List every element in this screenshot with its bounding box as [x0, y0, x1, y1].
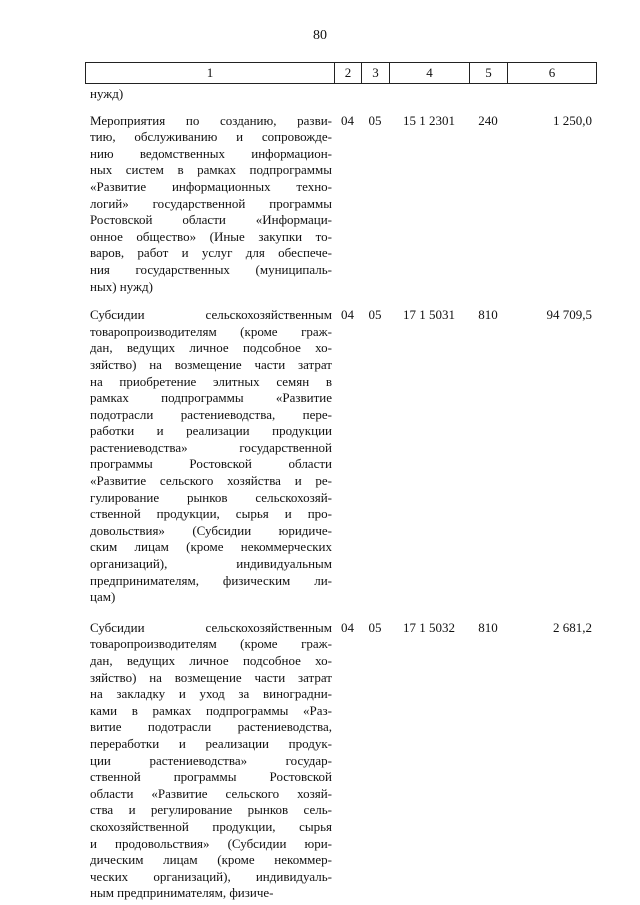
row-description — [85, 620, 334, 902]
description-line: нию ведомственных информацион- — [90, 145, 332, 161]
row-csr: 17 1 5031 — [403, 307, 455, 323]
description-line: варов, работ и услуг для обеспече- — [90, 245, 332, 261]
description-line: онное общество» (Иные закупки то- — [90, 228, 332, 244]
row-vr: 810 — [478, 307, 498, 323]
header-col-1: 1 — [86, 63, 335, 83]
row-vr: 240 — [478, 112, 498, 128]
description-line: товаропроизводителям (кроме граж- — [90, 636, 332, 652]
description-line: ческих организаций), индивидуаль- — [90, 868, 332, 884]
description-line: ным предпринимателям, физиче- — [90, 885, 274, 901]
description-line: ции растениеводства» государ- — [90, 752, 332, 768]
description-line: товаропроизводителям (кроме граж- — [90, 323, 332, 339]
row-description — [85, 307, 334, 606]
header-col-2: 2 — [335, 63, 362, 83]
description-line: довольствия» (Субсидии юридиче- — [90, 522, 332, 538]
description-line: цам) — [90, 589, 116, 605]
table-row — [85, 113, 597, 296]
description-line: Субсидии сельскохозяйственным — [90, 619, 332, 635]
description-line: организаций), индивидуальным — [90, 556, 332, 572]
description-line: ками в рамках подпрограммы «Раз- — [90, 702, 332, 718]
row-description — [85, 113, 334, 296]
description-line: растениеводства» государственной — [90, 439, 332, 455]
description-line: Мероприятия по созданию, разви- — [90, 112, 332, 128]
table-row — [85, 307, 597, 606]
header-col-4: 4 — [390, 63, 470, 83]
description-line: ства и регулирование рынков сель- — [90, 802, 332, 818]
description-line: дан, ведущих личное подсобное хо- — [90, 653, 332, 668]
header-col-6: 6 — [548, 65, 556, 80]
continuation-row — [85, 86, 597, 103]
description-line: ственной продукции, сырья и про- — [90, 506, 332, 522]
header-col-3: 3 — [362, 63, 390, 83]
continuation-text: нужд) — [90, 86, 124, 101]
description-line: гулирование рынков сельскохозяй- — [90, 489, 332, 505]
description-line: тию, обслуживанию и сопровожде- — [90, 129, 332, 145]
description-line: дическим лицам (кроме некоммер- — [90, 852, 332, 868]
row-pr: 05 — [368, 112, 382, 128]
description-line: дан, ведущих личное подсобное хо- — [90, 340, 332, 356]
description-line: Ростовской области «Информаци- — [90, 212, 332, 228]
description-line: программы Ростовской области — [90, 456, 332, 472]
description-line: витие подотрасли растениеводства, — [90, 719, 332, 735]
description-line: ния государственных (муниципаль- — [90, 261, 332, 277]
header-col-5: 5 — [470, 63, 508, 83]
row-pr: 05 — [368, 619, 382, 635]
description-line: ных систем в рамках подпрограммы — [90, 162, 332, 178]
row-pr: 05 — [368, 307, 382, 323]
description-line: подотрасли растениеводства, пере- — [90, 406, 332, 422]
row-rz: 04 — [341, 619, 354, 635]
row-rz: 04 — [341, 112, 354, 128]
description-line: предпринимателям, физическим ли- — [90, 572, 332, 588]
page-number: 80 — [313, 28, 327, 43]
description-line: на закладку и уход за виноградни- — [90, 686, 332, 702]
description-line: ственной программы Ростовской — [90, 769, 332, 785]
description-line: зяйство) на возмещение части затрат — [90, 356, 332, 372]
data-rows — [85, 113, 597, 902]
row-amount: 2 681,2 — [553, 619, 592, 635]
description-line: Субсидии сельскохозяйственным — [90, 307, 332, 323]
description-line: «Развитие сельского хозяйства и ре- — [90, 473, 332, 489]
description-line: логий» государственной программы — [90, 195, 332, 211]
row-csr: 15 1 2301 — [403, 112, 455, 128]
description-line: и продовольствия» (Субсидии юри- — [90, 835, 332, 851]
description-line: скохозяйственной продукции, сырья — [90, 818, 332, 834]
row-rz: 04 — [341, 307, 354, 323]
description-line: переработки и реализации продук- — [90, 735, 332, 751]
row-csr: 17 1 5032 — [403, 619, 455, 635]
row-vr: 810 — [478, 619, 498, 635]
description-line: ных) нужд) — [90, 278, 153, 294]
description-line: «Развитие информационных техно- — [90, 178, 332, 194]
row-amount: 1 250,0 — [553, 112, 592, 128]
table-header — [85, 62, 597, 84]
description-line: зяйство) на возмещение части затрат — [90, 669, 332, 685]
table-body — [85, 86, 597, 902]
description-line: ским лицам (кроме некоммерческих — [90, 539, 332, 555]
description-line: на приобретение элитных семян в — [90, 373, 332, 389]
row-amount: 94 709,5 — [546, 307, 592, 323]
table-row — [85, 620, 597, 902]
description-line: рамках подпрограммы «Развитие — [90, 390, 332, 406]
description-line: работки и реализации продукции — [90, 423, 332, 439]
description-line: области «Развитие сельского хозяй- — [90, 785, 332, 801]
